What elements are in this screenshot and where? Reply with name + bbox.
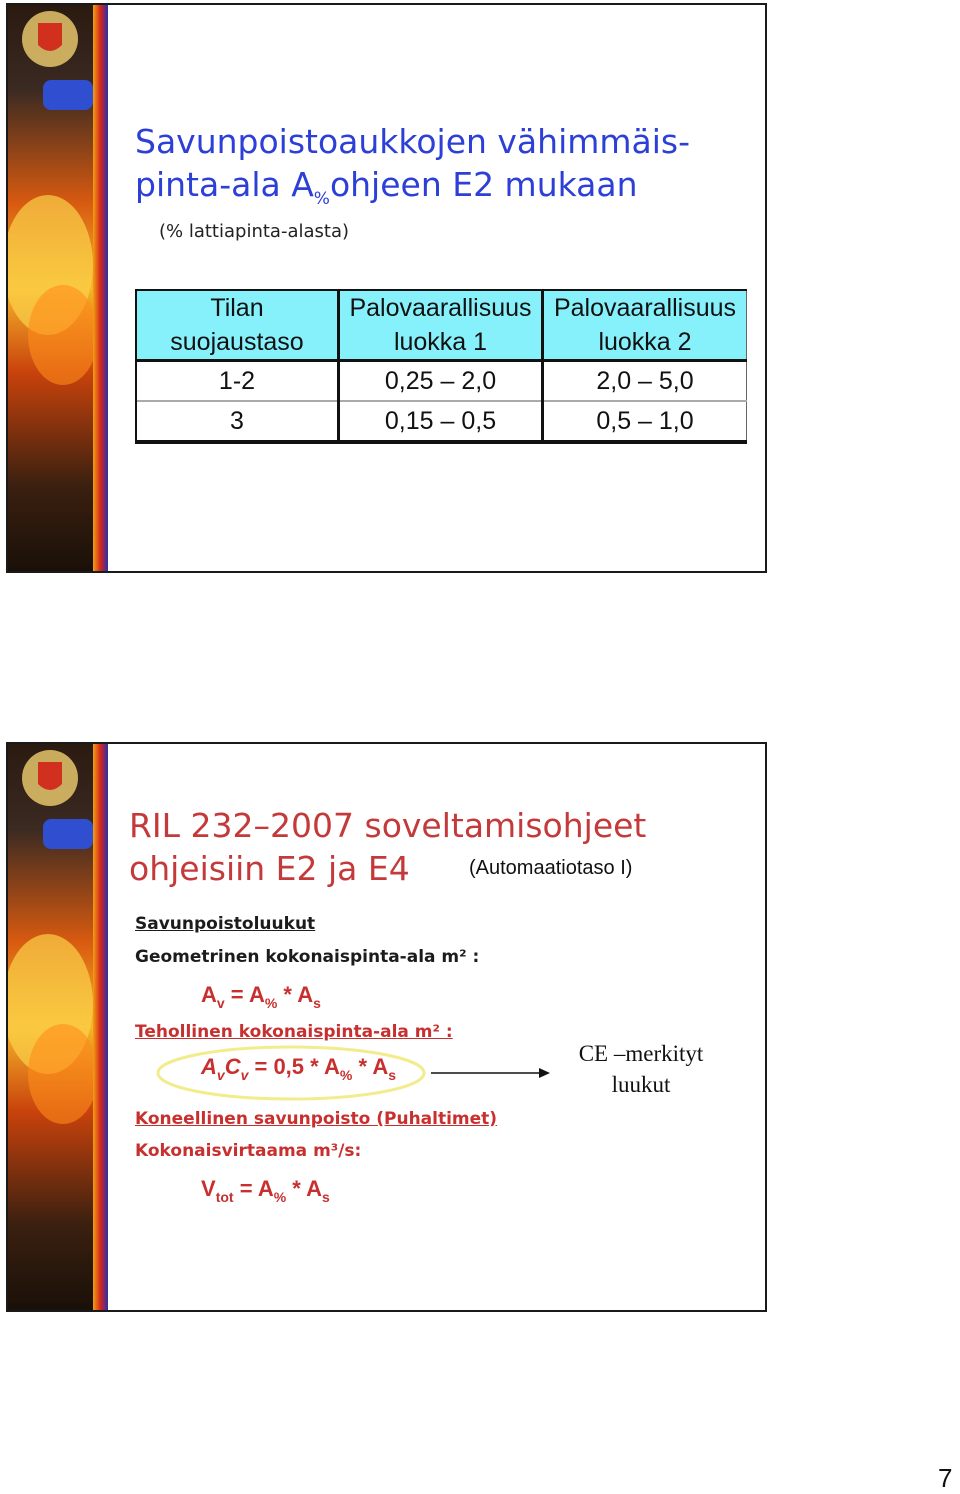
formula-flow: $V_{tot} = A_{\%} * A_s$ bbox=[201, 1176, 330, 1205]
page-number: 7 bbox=[938, 1463, 953, 1493]
table-row bbox=[136, 401, 747, 442]
section-hatches: Savunpoistoluukut bbox=[135, 914, 316, 934]
table-cell: 2,0 – 5,0 bbox=[543, 361, 747, 402]
header-cell: Palovaarallisuus luokka 2 bbox=[543, 290, 747, 361]
title-text-end: ohjeen E2 mukaan bbox=[329, 165, 638, 204]
title-text: pinta-ala A bbox=[135, 165, 314, 204]
automation-level-note: (Automaatiotaso I) bbox=[469, 857, 633, 879]
table-cell: 0,5 – 1,0 bbox=[543, 401, 747, 442]
header-cell: Tilan suojaustaso bbox=[136, 290, 339, 361]
section-geometric-area: Geometrinen kokonaispinta-ala m² : bbox=[135, 947, 480, 967]
formula-effective: $A_vC_v = 0,5 * A_{\%} * A_s$ bbox=[201, 1054, 396, 1083]
area-table bbox=[135, 289, 747, 444]
ce-marked-hatches-note: CE –merkityt luukut bbox=[578, 1041, 704, 1097]
slide2-title-line2: ohjeisiin E2 ja E4 bbox=[129, 849, 410, 888]
section-mechanical-exhaust: Koneellinen savunpoisto (Puhaltimet) bbox=[135, 1109, 498, 1129]
table-cell: 1-2 bbox=[136, 361, 339, 402]
slide-2 bbox=[6, 742, 767, 1312]
fire-sidebar-image bbox=[8, 5, 108, 571]
table-header-row bbox=[136, 290, 747, 361]
table-cell: 0,15 – 0,5 bbox=[339, 401, 543, 442]
title-subscript: % bbox=[313, 189, 330, 209]
slide1-title-line2 bbox=[135, 163, 690, 221]
slide1-title bbox=[135, 120, 690, 221]
table-cell: 3 bbox=[136, 401, 339, 442]
section-total-flow: Kokonaisvirtaama m³/s: bbox=[135, 1141, 362, 1161]
header-cell: Palovaarallisuus luokka 1 bbox=[339, 290, 543, 361]
slide2-title-line1: RIL 232–2007 soveltamisohjeet bbox=[129, 806, 647, 845]
formula-geometric: $A_v = A_{\%} * A_s$ bbox=[201, 982, 321, 1011]
section-effective-area: Tehollinen kokonaispinta-ala m² : bbox=[135, 1022, 453, 1042]
slide1-subtitle: (% lattiapinta-alasta) bbox=[159, 221, 349, 242]
table-row bbox=[136, 361, 747, 402]
table-cell: 0,25 – 2,0 bbox=[339, 361, 543, 402]
slide-1 bbox=[6, 3, 767, 573]
slide1-title-line1: Savunpoistoaukkojen vähimmäis- bbox=[135, 122, 691, 161]
fire-sidebar-image bbox=[8, 744, 108, 1310]
